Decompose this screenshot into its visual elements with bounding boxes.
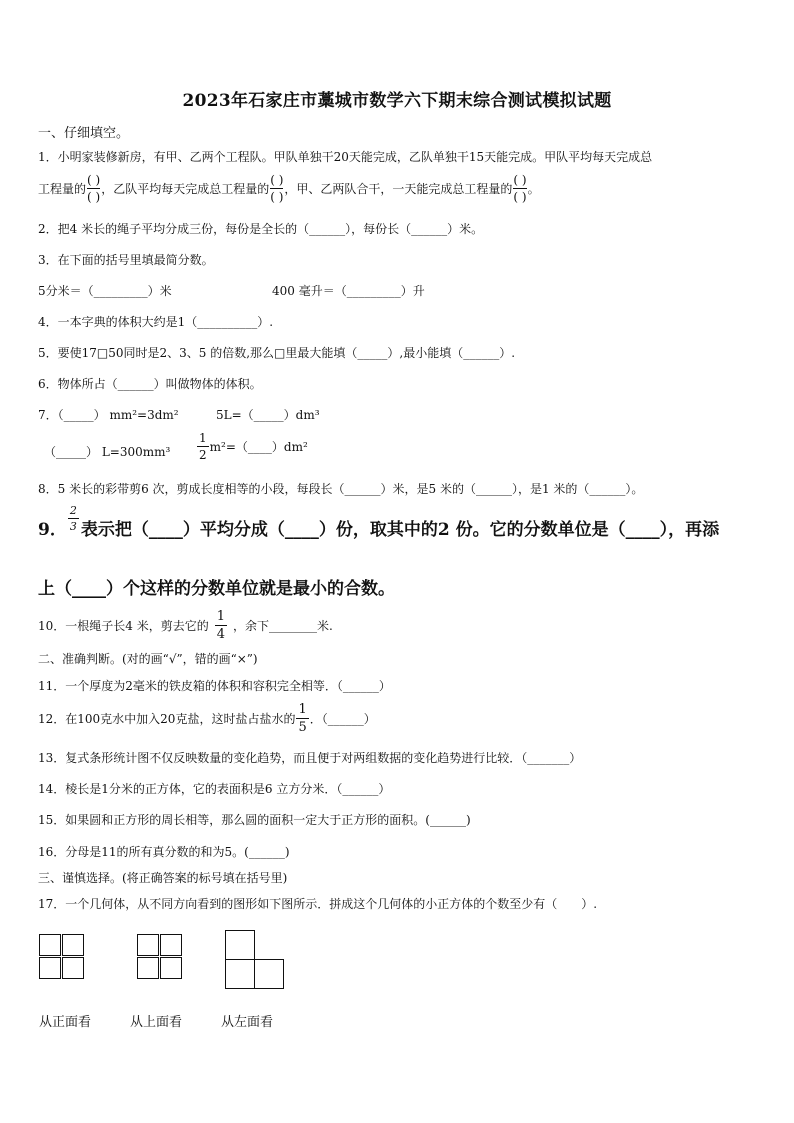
- section-3-heading: 三、谨慎选择。(将正确答案的标号填在括号里): [38, 871, 288, 885]
- question-11: 11．一个厚度为2毫米的铁皮箱的体积和容积完全相等．（______）: [38, 679, 391, 693]
- q9-text-line-1: 表示把（____）平均分成（____）份，取其中的2 份。它的分数单位是（____），再添: [80, 520, 720, 540]
- q1-blank-fraction-3[interactable]: $\frac{( )}{( )}$: [513, 173, 527, 204]
- question-5: 5．要使17□50同时是2、3、5 的倍数,那么□里最大能填（_____）,最小能填（______）.: [38, 346, 516, 360]
- q1-blank-fraction-1[interactable]: $\frac{( )}{( )}$: [87, 173, 101, 204]
- q10-fraction: $\frac{1}{4}$: [216, 609, 226, 642]
- q12-fraction: $\frac{1}{5}$: [298, 702, 307, 735]
- q9-fraction: $\frac{2}{3}$: [69, 504, 77, 533]
- question-7-part-c: （_____） L=300mm³: [44, 445, 171, 459]
- question-12: [38, 703, 376, 734]
- question-16: 16．分母是11的所有真分数的和为5。(______): [38, 845, 290, 859]
- question-17: 17．一个几何体，从不同方向看到的图形如下图所示．拼成这个几何体的小正方体的个数至少有（ ）.: [38, 897, 598, 911]
- q12-text-a: 12．在100克水中加入20克盐，这时盐占盐水的: [38, 712, 296, 726]
- top-view-label: 从上面看: [130, 1015, 183, 1030]
- question-3: 3．在下面的括号里填最简分数。: [38, 253, 214, 267]
- q1-text-b: ，乙队平均每天完成总工程量的: [101, 182, 270, 196]
- question-6: 6．物体所占（______）叫做物体的体积。: [38, 377, 262, 391]
- q7-fraction: $\frac{1}{2}$: [199, 431, 207, 462]
- question-8: 8．5 米长的彩带剪6 次，剪成长度相等的小段，每段长（______）米，是5 米的（______），是1 米的（______）。: [38, 482, 644, 496]
- question-1-line-1: 1．小明家装修新房，有甲、乙两个工程队。甲队单独干20天能完成，乙队单独干15天能完成。甲队平均每天完成总: [38, 150, 653, 164]
- question-7-part-b: 5L=（_____）dm³: [216, 408, 320, 422]
- q10-text-a: 10．一根绳子长4 米，剪去它的: [38, 619, 209, 633]
- question-14: 14．棱长是1分米的正方体，它的表面积是6 立方分米．（______）: [38, 782, 391, 796]
- question-3-part-a: 5分米＝（_________）米: [38, 284, 172, 298]
- q7-part-d-text: m²=（____）dm²: [209, 440, 308, 454]
- q1-text-a: 工程量的: [38, 182, 87, 196]
- question-10: [38, 610, 333, 641]
- q1-text-c: ，甲、乙两队合干，一天能完成总工程量的: [284, 182, 513, 196]
- front-view-label: 从正面看: [39, 1015, 92, 1030]
- question-1-line-2: [38, 174, 540, 203]
- question-7-part-d: [196, 432, 308, 461]
- section-1-heading: 一、仔细填空。: [38, 126, 130, 141]
- q12-text-b: ．（______）: [309, 712, 376, 726]
- left-view-label: 从左面看: [221, 1015, 274, 1030]
- page-title: 2023年石家庄市藁城市数学六下期末综合测试模拟试题: [182, 91, 612, 111]
- question-9-line-2: 上（____）个这样的分数单位就是最小的合数。: [38, 579, 395, 599]
- question-3-part-b: 400 毫升＝（_________）升: [272, 284, 425, 298]
- q9-number: 9．: [38, 520, 67, 540]
- question-13: 13．复式条形统计图不仅反映数量的变化趋势，而且便于对两组数据的变化趋势进行比较．（_______）: [38, 751, 582, 765]
- question-2: 2．把4 米长的绳子平均分成三份，每份是全长的（______），每份长（______）米。: [38, 222, 484, 236]
- q1-blank-fraction-2[interactable]: $\frac{( )}{( )}$: [270, 173, 284, 204]
- section-2-heading: 二、准确判断。(对的画“√”，错的画“×”): [38, 652, 258, 666]
- q10-text-b: ，余下________米.: [233, 619, 333, 633]
- question-15: 15．如果圆和正方形的周长相等，那么圆的面积一定大于正方形的面积。(______): [38, 813, 471, 827]
- question-7-part-a: 7．（_____） mm²=3dm²: [38, 408, 179, 422]
- q1-text-d: 。: [527, 182, 540, 196]
- question-9-line-1: [38, 504, 720, 540]
- question-4: 4．一本字典的体积大约是1（__________）.: [38, 315, 274, 329]
